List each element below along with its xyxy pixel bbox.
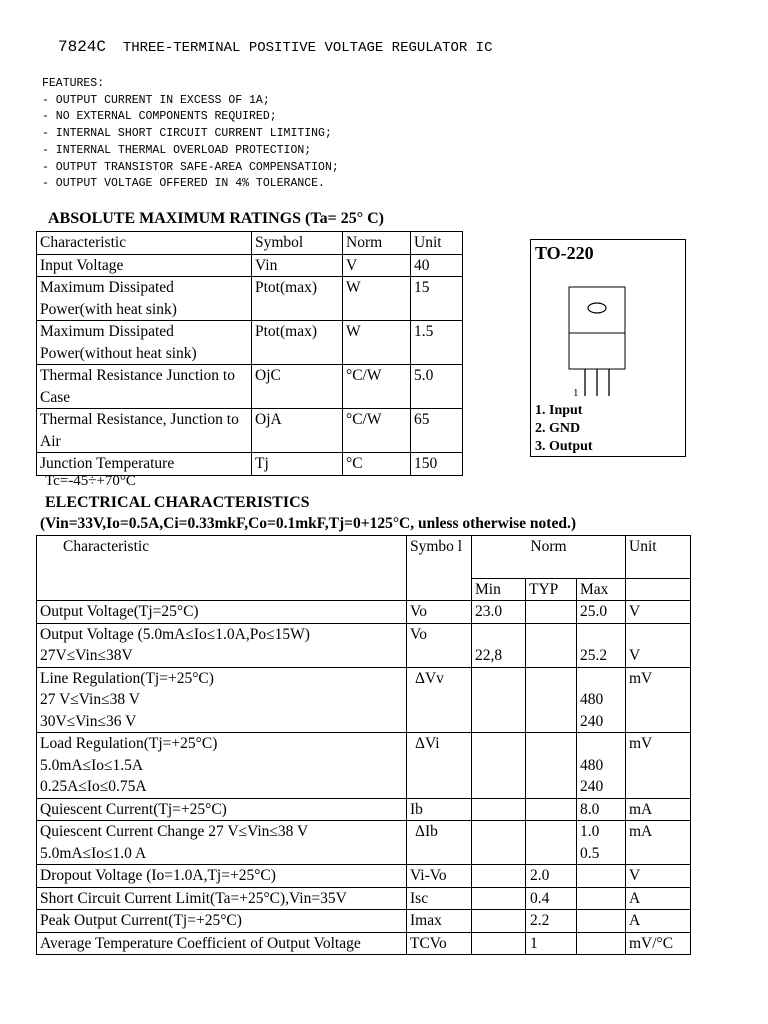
characteristic-cell bbox=[37, 865, 407, 888]
unit-cell: 65 bbox=[411, 409, 463, 453]
symbol-cell: Ptot(max) bbox=[252, 277, 343, 321]
characteristic-cell: Thermal Resistance, Junction to Air bbox=[37, 409, 252, 453]
max-cell bbox=[577, 932, 626, 955]
value-line: 25.2 bbox=[580, 647, 608, 664]
electrical-heading: ELECTRICAL CHARACTERISTICS bbox=[45, 494, 310, 511]
pin-label: 1. Input bbox=[535, 403, 583, 418]
symbol-text: Isc bbox=[410, 889, 429, 907]
unit-cell: 40 bbox=[411, 254, 463, 277]
value-line bbox=[529, 821, 573, 843]
symbol-cell: Vin bbox=[252, 254, 343, 277]
package-title: TO-220 bbox=[535, 243, 594, 263]
symbol-cell: OjC bbox=[252, 365, 343, 409]
value-line bbox=[475, 821, 522, 843]
table-row bbox=[37, 453, 463, 476]
value-line bbox=[629, 689, 687, 711]
value-line bbox=[475, 799, 522, 821]
table-row bbox=[37, 733, 691, 799]
electrical-table-body bbox=[37, 601, 691, 955]
characteristic-line: Average Temperature Coefficient of Output Voltage bbox=[40, 934, 361, 952]
typ-cell bbox=[526, 821, 577, 865]
symbol-text: ΔIb bbox=[415, 823, 438, 840]
feature-item: - OUTPUT CURRENT IN EXCESS OF 1A; bbox=[42, 93, 270, 107]
characteristic-line: 27V≤Vin≤38V bbox=[40, 647, 133, 664]
symbol-cell bbox=[407, 623, 472, 667]
unit-cell bbox=[626, 865, 691, 888]
max-cell bbox=[577, 865, 626, 888]
value-line bbox=[529, 645, 573, 667]
value-line bbox=[529, 601, 573, 623]
header-characteristic: Characteristic bbox=[37, 536, 407, 601]
unit-cell bbox=[626, 932, 691, 955]
symbol-cell bbox=[407, 798, 472, 821]
value-line bbox=[529, 668, 573, 690]
value-line: 480 bbox=[580, 691, 604, 708]
characteristic-cell bbox=[37, 623, 407, 667]
value-line bbox=[580, 733, 622, 755]
min-cell bbox=[472, 887, 526, 910]
symbol-text: TCVo bbox=[410, 934, 447, 952]
symbol-cell: Tj bbox=[252, 453, 343, 476]
pin-list bbox=[535, 402, 593, 456]
value-line bbox=[529, 799, 573, 821]
characteristic-cell bbox=[37, 932, 407, 955]
symbol-text: ΔVv bbox=[415, 669, 444, 687]
value-line bbox=[475, 888, 522, 910]
characteristic-line: Quiescent Current(Tj=+25°C) bbox=[40, 800, 227, 818]
symbol-text: Vi-Vo bbox=[410, 867, 447, 884]
min-cell bbox=[472, 865, 526, 888]
document-title bbox=[58, 38, 493, 56]
unit-cell bbox=[626, 910, 691, 933]
value-line bbox=[475, 668, 522, 690]
max-cell bbox=[577, 601, 626, 624]
characteristic-line: Load Regulation(Tj=+25°C) bbox=[40, 735, 218, 752]
unit-cell bbox=[626, 667, 691, 733]
abs-max-table bbox=[36, 231, 463, 476]
symbol-cell bbox=[407, 887, 472, 910]
unit-cell bbox=[626, 733, 691, 799]
symbol-text: Ib bbox=[410, 800, 423, 818]
value-line bbox=[475, 624, 522, 646]
norm-cell: °C/W bbox=[343, 409, 411, 453]
value-line: 2.2 bbox=[530, 912, 550, 929]
value-line bbox=[475, 865, 522, 887]
characteristic-line: 0.25A≤Io≤0.75A bbox=[40, 778, 147, 795]
value-line bbox=[629, 624, 687, 646]
value-line bbox=[475, 711, 522, 733]
header-unit-blank bbox=[626, 579, 691, 601]
characteristic-line: 5.0mA≤Io≤1.5A bbox=[40, 756, 144, 774]
value-line: V bbox=[629, 867, 641, 884]
table-row bbox=[37, 277, 463, 321]
unit-cell bbox=[626, 601, 691, 624]
characteristic-line: 27 V≤Vin≤38 V bbox=[40, 691, 140, 708]
symbol-cell bbox=[407, 910, 472, 933]
norm-cell: V bbox=[343, 254, 411, 277]
min-cell bbox=[472, 798, 526, 821]
symbol-cell bbox=[407, 932, 472, 955]
header-cell: Characteristic bbox=[37, 232, 252, 255]
value-line bbox=[529, 776, 573, 798]
typ-cell bbox=[526, 887, 577, 910]
unit-cell: 1.5 bbox=[411, 321, 463, 365]
value-line bbox=[529, 843, 573, 865]
typ-cell bbox=[526, 601, 577, 624]
feature-item: - INTERNAL THERMAL OVERLOAD PROTECTION; bbox=[42, 143, 312, 157]
max-cell bbox=[577, 910, 626, 933]
symbol-text: ΔVi bbox=[415, 735, 440, 752]
value-line: 0.5 bbox=[580, 844, 600, 862]
value-line bbox=[475, 689, 522, 711]
value-line bbox=[580, 865, 622, 887]
table-row bbox=[37, 601, 691, 624]
characteristic-line: Peak Output Current(Tj=+25°C) bbox=[40, 912, 242, 929]
value-line: mV/°C bbox=[629, 934, 674, 952]
symbol-text: Vo bbox=[410, 603, 427, 620]
header-cell: Symbol bbox=[252, 232, 343, 255]
table-row bbox=[37, 667, 691, 733]
characteristic-line: Quiescent Current Change 27 V≤Vin≤38 V bbox=[40, 823, 309, 840]
value-line: A bbox=[629, 889, 641, 907]
header-unit: Unit bbox=[626, 536, 691, 579]
value-line: 22,8 bbox=[475, 647, 503, 664]
header-max: Max bbox=[577, 579, 626, 601]
value-line bbox=[529, 624, 573, 646]
value-line: mA bbox=[629, 800, 653, 818]
value-line bbox=[529, 733, 573, 755]
min-cell bbox=[472, 623, 526, 667]
value-line: 0.4 bbox=[530, 889, 550, 907]
characteristic-cell: Thermal Resistance Junction to Case bbox=[37, 365, 252, 409]
electrical-table bbox=[36, 535, 691, 955]
pin1-marker: 1 bbox=[573, 387, 579, 399]
header-norm: Norm bbox=[472, 536, 626, 579]
min-cell bbox=[472, 932, 526, 955]
max-cell bbox=[577, 887, 626, 910]
unit-cell bbox=[626, 821, 691, 865]
characteristic-line: Output Voltage (5.0mA≤Io≤1.0A,Po≤15W) bbox=[40, 625, 310, 643]
value-line bbox=[580, 910, 622, 932]
table-row bbox=[37, 254, 463, 277]
table-row bbox=[37, 798, 691, 821]
header-min: Min bbox=[472, 579, 526, 601]
max-cell bbox=[577, 623, 626, 667]
typ-cell bbox=[526, 910, 577, 933]
min-cell bbox=[472, 601, 526, 624]
max-cell bbox=[577, 821, 626, 865]
table-row bbox=[37, 821, 691, 865]
feature-item: - INTERNAL SHORT CIRCUIT CURRENT LIMITING; bbox=[42, 127, 332, 141]
electrical-conditions: (Vin=33V,Io=0.5A,Ci=0.33mkF,Co=0.1mkF,Tj=0+125°C, unless otherwise noted.) bbox=[40, 515, 576, 532]
value-line: 23.0 bbox=[475, 603, 503, 620]
min-cell bbox=[472, 821, 526, 865]
pin-label: 3. Output bbox=[535, 439, 593, 454]
table-row bbox=[37, 365, 463, 409]
value-line bbox=[580, 668, 622, 690]
characteristic-cell: Maximum Dissipated Power(without heat sink) bbox=[37, 321, 252, 365]
characteristic-line: Output Voltage(Tj=25°C) bbox=[40, 603, 199, 620]
unit-cell bbox=[626, 798, 691, 821]
symbol-cell bbox=[407, 601, 472, 624]
characteristic-line: Line Regulation(Tj=+25°C) bbox=[40, 669, 214, 687]
value-line: 1.0 bbox=[580, 823, 600, 840]
value-line bbox=[529, 755, 573, 777]
symbol-cell: Ptot(max) bbox=[252, 321, 343, 365]
value-line bbox=[529, 689, 573, 711]
symbol-cell bbox=[407, 865, 472, 888]
max-cell bbox=[577, 733, 626, 799]
norm-cell: W bbox=[343, 321, 411, 365]
table-row bbox=[37, 321, 463, 365]
feature-item: - NO EXTERNAL COMPONENTS REQUIRED; bbox=[42, 110, 277, 124]
package-diagram bbox=[530, 239, 686, 457]
abs-max-heading: ABSOLUTE MAXIMUM RATINGS (Ta= 25° C) bbox=[48, 210, 384, 227]
header-cell: Norm bbox=[343, 232, 411, 255]
table-row bbox=[37, 910, 691, 933]
unit-cell bbox=[626, 623, 691, 667]
value-line: V bbox=[629, 603, 641, 620]
typ-cell bbox=[526, 932, 577, 955]
norm-cell: °C bbox=[343, 453, 411, 476]
unit-cell: 15 bbox=[411, 277, 463, 321]
symbol-cell bbox=[407, 821, 472, 865]
symbol-cell: OjA bbox=[252, 409, 343, 453]
typ-cell bbox=[526, 733, 577, 799]
unit-cell: 150 bbox=[411, 453, 463, 476]
table-row bbox=[37, 932, 691, 955]
value-line bbox=[475, 733, 522, 755]
value-line: A bbox=[629, 912, 641, 929]
value-line bbox=[629, 776, 687, 798]
unit-cell bbox=[626, 887, 691, 910]
typ-cell bbox=[526, 623, 577, 667]
header-symbol: Symbo l bbox=[407, 536, 472, 601]
value-line: 480 bbox=[580, 756, 604, 774]
value-line bbox=[475, 843, 522, 865]
pin-label: 2. GND bbox=[535, 421, 581, 436]
characteristic-cell bbox=[37, 910, 407, 933]
value-line bbox=[475, 933, 522, 955]
value-line bbox=[580, 888, 622, 910]
value-line bbox=[580, 624, 622, 646]
value-line bbox=[629, 711, 687, 733]
table-row bbox=[37, 409, 463, 453]
characteristic-cell bbox=[37, 798, 407, 821]
to220-package-icon bbox=[561, 285, 661, 400]
value-line bbox=[529, 711, 573, 733]
characteristic-line: Short Circuit Current Limit(Ta=+25°C),Vin=35V bbox=[40, 889, 347, 907]
value-line: mV bbox=[629, 735, 653, 752]
header-cell: Unit bbox=[411, 232, 463, 255]
typ-cell bbox=[526, 667, 577, 733]
characteristic-line: 5.0mA≤Io≤1.0 A bbox=[40, 844, 147, 862]
features-block bbox=[42, 76, 339, 193]
characteristic-cell: Maximum Dissipated Power(with heat sink) bbox=[37, 277, 252, 321]
table-row bbox=[37, 865, 691, 888]
value-line: 240 bbox=[580, 712, 604, 730]
feature-item: - OUTPUT VOLTAGE OFFERED IN 4% TOLERANCE. bbox=[42, 177, 325, 191]
characteristic-cell bbox=[37, 601, 407, 624]
min-cell bbox=[472, 910, 526, 933]
value-line: mV bbox=[629, 669, 653, 687]
max-cell bbox=[577, 667, 626, 733]
typ-cell bbox=[526, 865, 577, 888]
characteristic-cell: Junction Temperature bbox=[37, 453, 252, 476]
value-line bbox=[629, 755, 687, 777]
value-line bbox=[475, 755, 522, 777]
characteristic-cell bbox=[37, 733, 407, 799]
unit-cell: 5.0 bbox=[411, 365, 463, 409]
characteristic-cell bbox=[37, 667, 407, 733]
value-line: 2.0 bbox=[530, 867, 550, 884]
value-line: 1 bbox=[530, 934, 538, 952]
value-line: 8.0 bbox=[580, 800, 600, 818]
symbol-text: Vo bbox=[410, 625, 427, 643]
part-number: 7824C bbox=[58, 38, 107, 56]
characteristic-cell bbox=[37, 821, 407, 865]
value-line bbox=[580, 933, 622, 955]
min-cell bbox=[472, 667, 526, 733]
characteristic-cell: Input Voltage bbox=[37, 254, 252, 277]
value-line: mA bbox=[629, 823, 653, 840]
table-row bbox=[37, 623, 691, 667]
characteristic-cell bbox=[37, 887, 407, 910]
characteristic-line: 30V≤Vin≤36 V bbox=[40, 712, 137, 730]
norm-cell: W bbox=[343, 277, 411, 321]
typ-cell bbox=[526, 798, 577, 821]
symbol-cell bbox=[407, 667, 472, 733]
value-line bbox=[629, 843, 687, 865]
min-cell bbox=[472, 733, 526, 799]
symbol-cell bbox=[407, 733, 472, 799]
value-line: 25.0 bbox=[580, 603, 608, 620]
header-typ: TYP bbox=[526, 579, 577, 601]
table-header-row bbox=[37, 232, 463, 255]
value-line bbox=[475, 776, 522, 798]
symbol-text: Imax bbox=[410, 912, 442, 929]
feature-item: - OUTPUT TRANSISTOR SAFE-AREA COMPENSATION; bbox=[42, 160, 339, 174]
value-line: 240 bbox=[580, 778, 604, 795]
value-line bbox=[475, 910, 522, 932]
table-header-row bbox=[37, 536, 691, 579]
table-row bbox=[37, 887, 691, 910]
features-title: FEATURES: bbox=[42, 77, 105, 90]
value-line: V bbox=[629, 647, 641, 664]
max-cell bbox=[577, 798, 626, 821]
temperature-range-note: Tc=-45÷+70°C bbox=[45, 473, 136, 489]
part-description: THREE-TERMINAL POSITIVE VOLTAGE REGULATOR IC bbox=[122, 40, 493, 56]
characteristic-line: Dropout Voltage (Io=1.0A,Tj=+25°C) bbox=[40, 867, 276, 884]
norm-cell: °C/W bbox=[343, 365, 411, 409]
